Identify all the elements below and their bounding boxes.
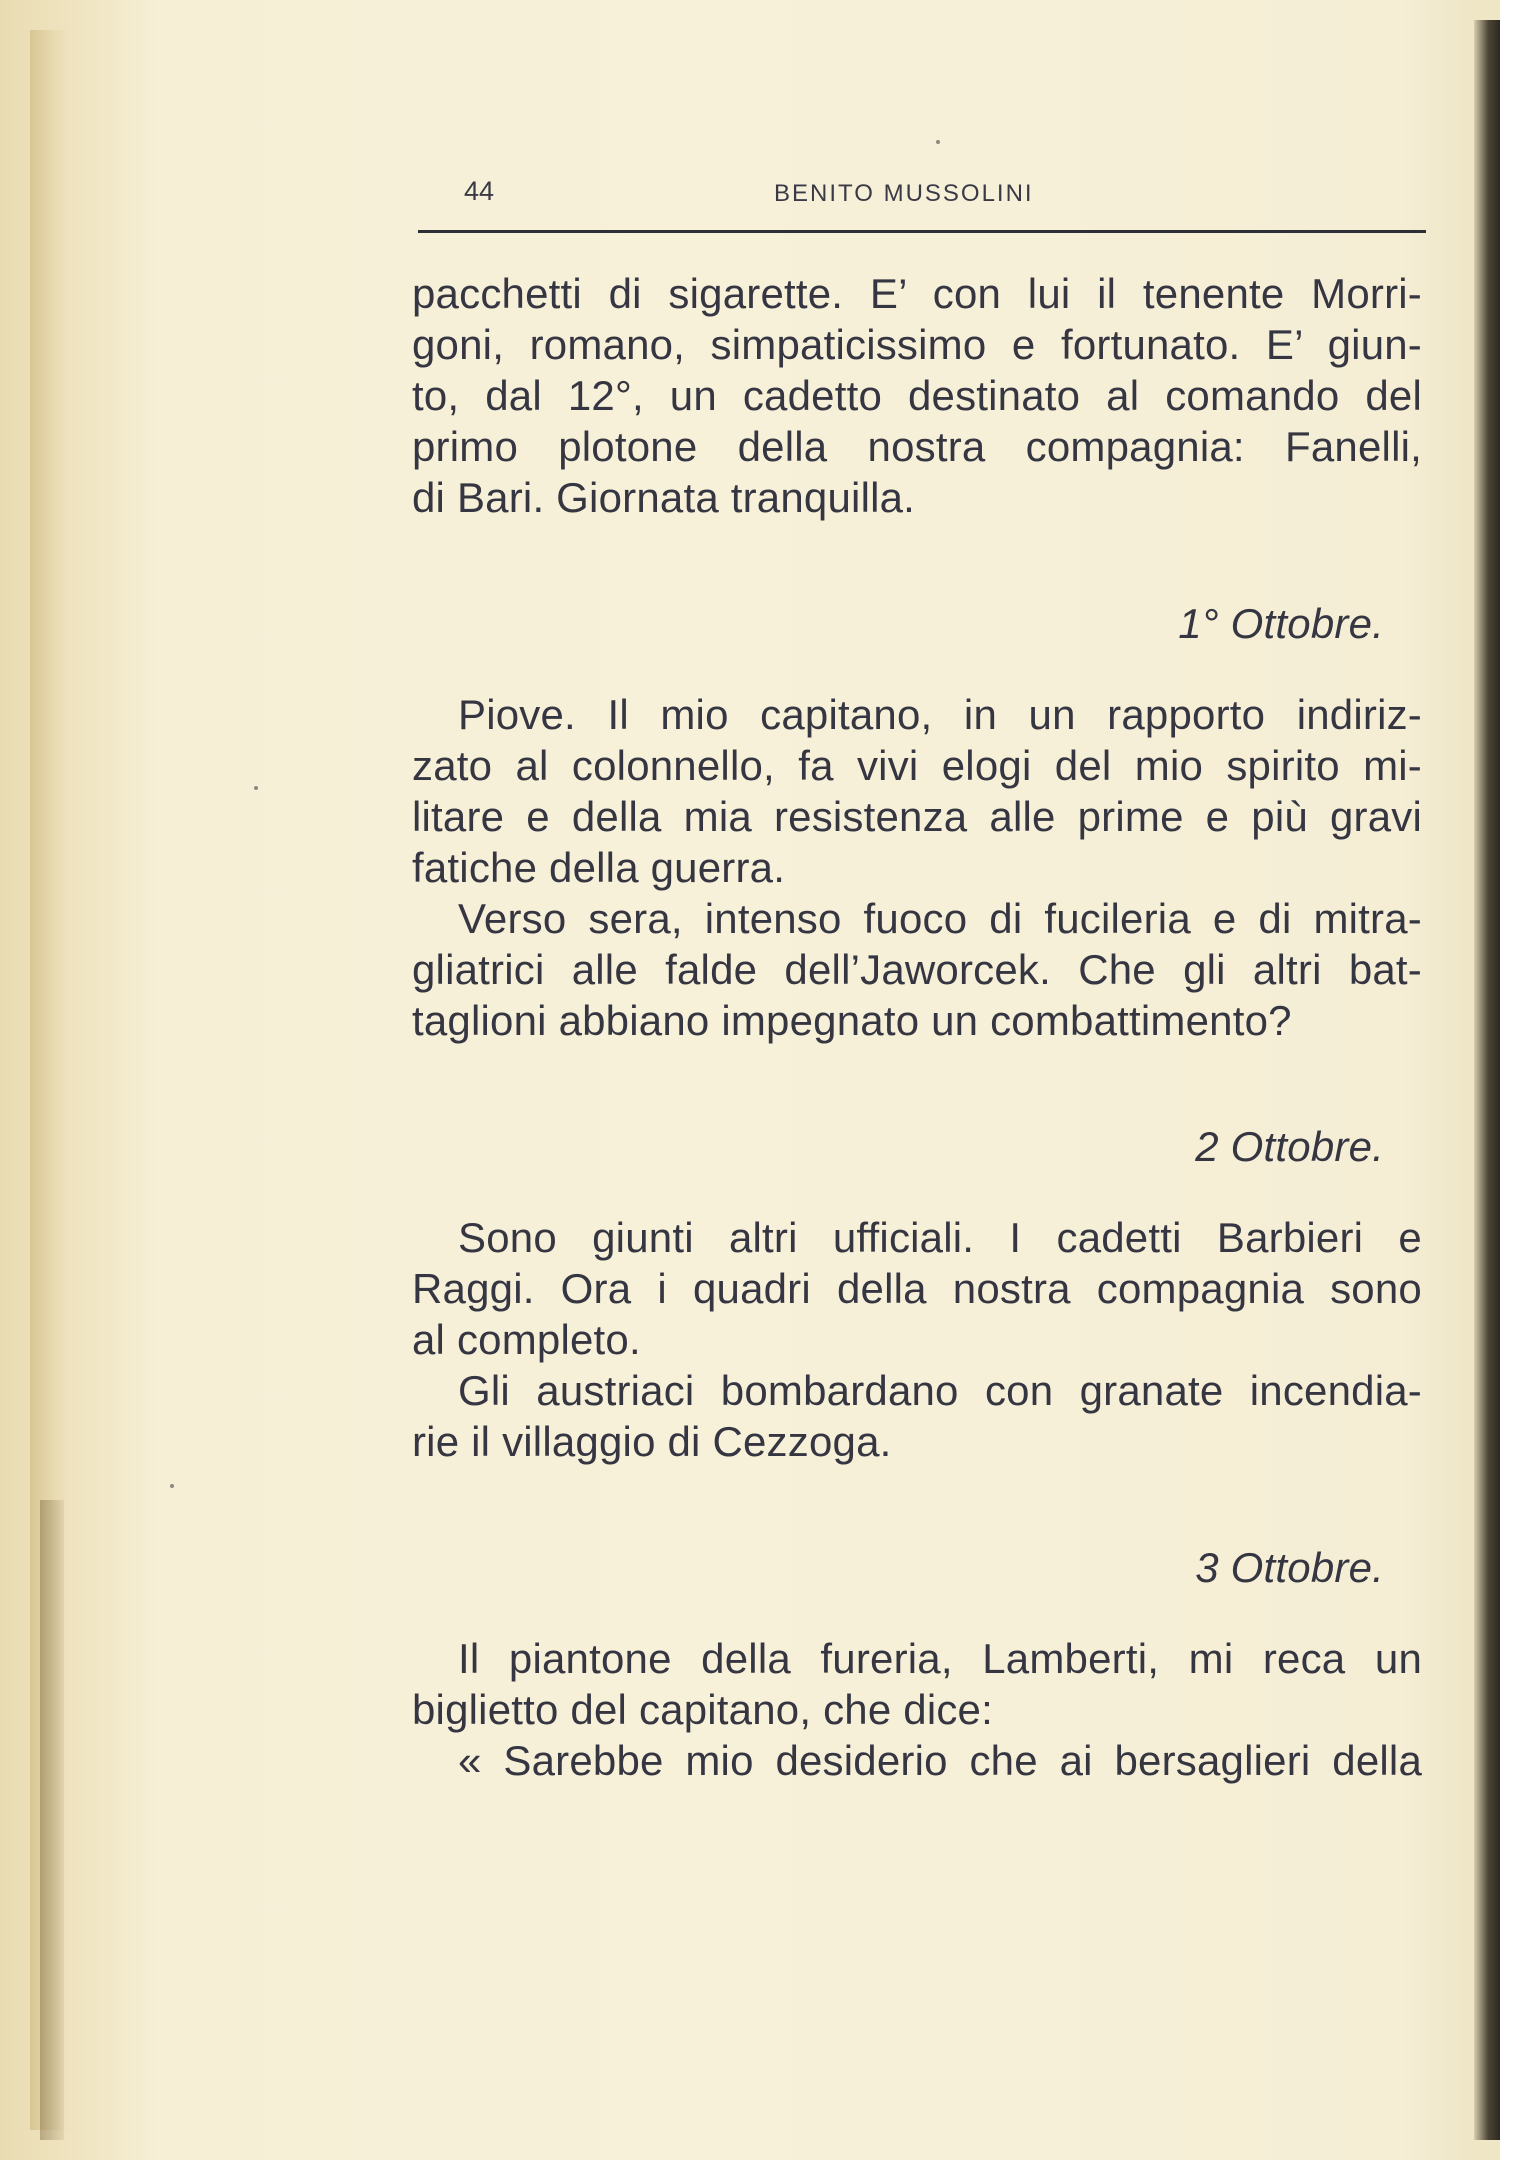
text-line: litare e della mia resistenza alle prime e più gravi (412, 793, 1422, 840)
text-line: Sono giunti altri ufficiali. I cadetti Barbieri e (458, 1214, 1422, 1261)
text-line: gliatrici alle falde dell’Jaworcek. Che gli altri bat- (412, 946, 1422, 993)
text-line: Gli austriaci bombardano con granate incendia- (458, 1367, 1422, 1414)
ink-speck (936, 140, 940, 144)
text-line: Verso sera, intenso fuoco di fucileria e di mitra- (458, 895, 1422, 942)
text-line: Piove. Il mio capitano, in un rapporto indiriz- (458, 691, 1422, 738)
text-line: biglietto del capitano, che dice: (412, 1686, 993, 1733)
text-line: Il piantone della fureria, Lamberti, mi reca un (458, 1635, 1422, 1682)
text-line: zato al colonnello, fa vivi elogi del mio spirito mi- (412, 742, 1422, 789)
ink-speck (170, 1484, 174, 1488)
text-line: pacchetti di sigarette. E’ con lui il tenente Morri- (412, 270, 1422, 317)
text-line: to, dal 12°, un cadetto destinato al comando del (412, 372, 1422, 419)
page-binding-stain (40, 1500, 64, 2140)
text-line: al completo. (412, 1316, 641, 1363)
text-line: rie il villaggio di Cezzoga. (412, 1418, 892, 1465)
text-line: Raggi. Ora i quadri della nostra compagnia sono (412, 1265, 1422, 1312)
paragraph-4 (412, 1212, 1422, 1365)
paragraph-1 (412, 268, 1422, 523)
page-header (412, 172, 1422, 224)
ink-speck (254, 786, 258, 790)
scan-margin (1500, 0, 1534, 2160)
text-line: primo plotone della nostra compagnia: Fanelli, (412, 423, 1422, 470)
paragraph-2 (412, 689, 1422, 893)
text-line: di Bari. Giornata tranquilla. (412, 474, 916, 521)
paragraph-5 (412, 1365, 1422, 1467)
paragraph-3 (412, 893, 1422, 1046)
text-line: goni, romano, simpaticissimo e fortunato. E’ giun- (412, 321, 1422, 368)
page-right-shadow (1474, 20, 1500, 2140)
paragraph-6 (412, 1633, 1422, 1786)
date-heading: 3 Ottobre. (1195, 1544, 1384, 1591)
page-number: 44 (464, 176, 495, 206)
text-line: taglioni abbiano impegnato un combattimento? (412, 997, 1292, 1044)
running-head: BENITO MUSSOLINI (774, 180, 1034, 207)
header-rule (418, 230, 1426, 233)
date-heading: 2 Ottobre. (1195, 1123, 1384, 1170)
body-text (412, 268, 1422, 1786)
text-line: « Sarebbe mio desiderio che ai bersaglieri della (458, 1737, 1422, 1784)
text-line: fatiche della guerra. (412, 844, 786, 891)
date-heading: 1° Ottobre. (1178, 600, 1384, 647)
